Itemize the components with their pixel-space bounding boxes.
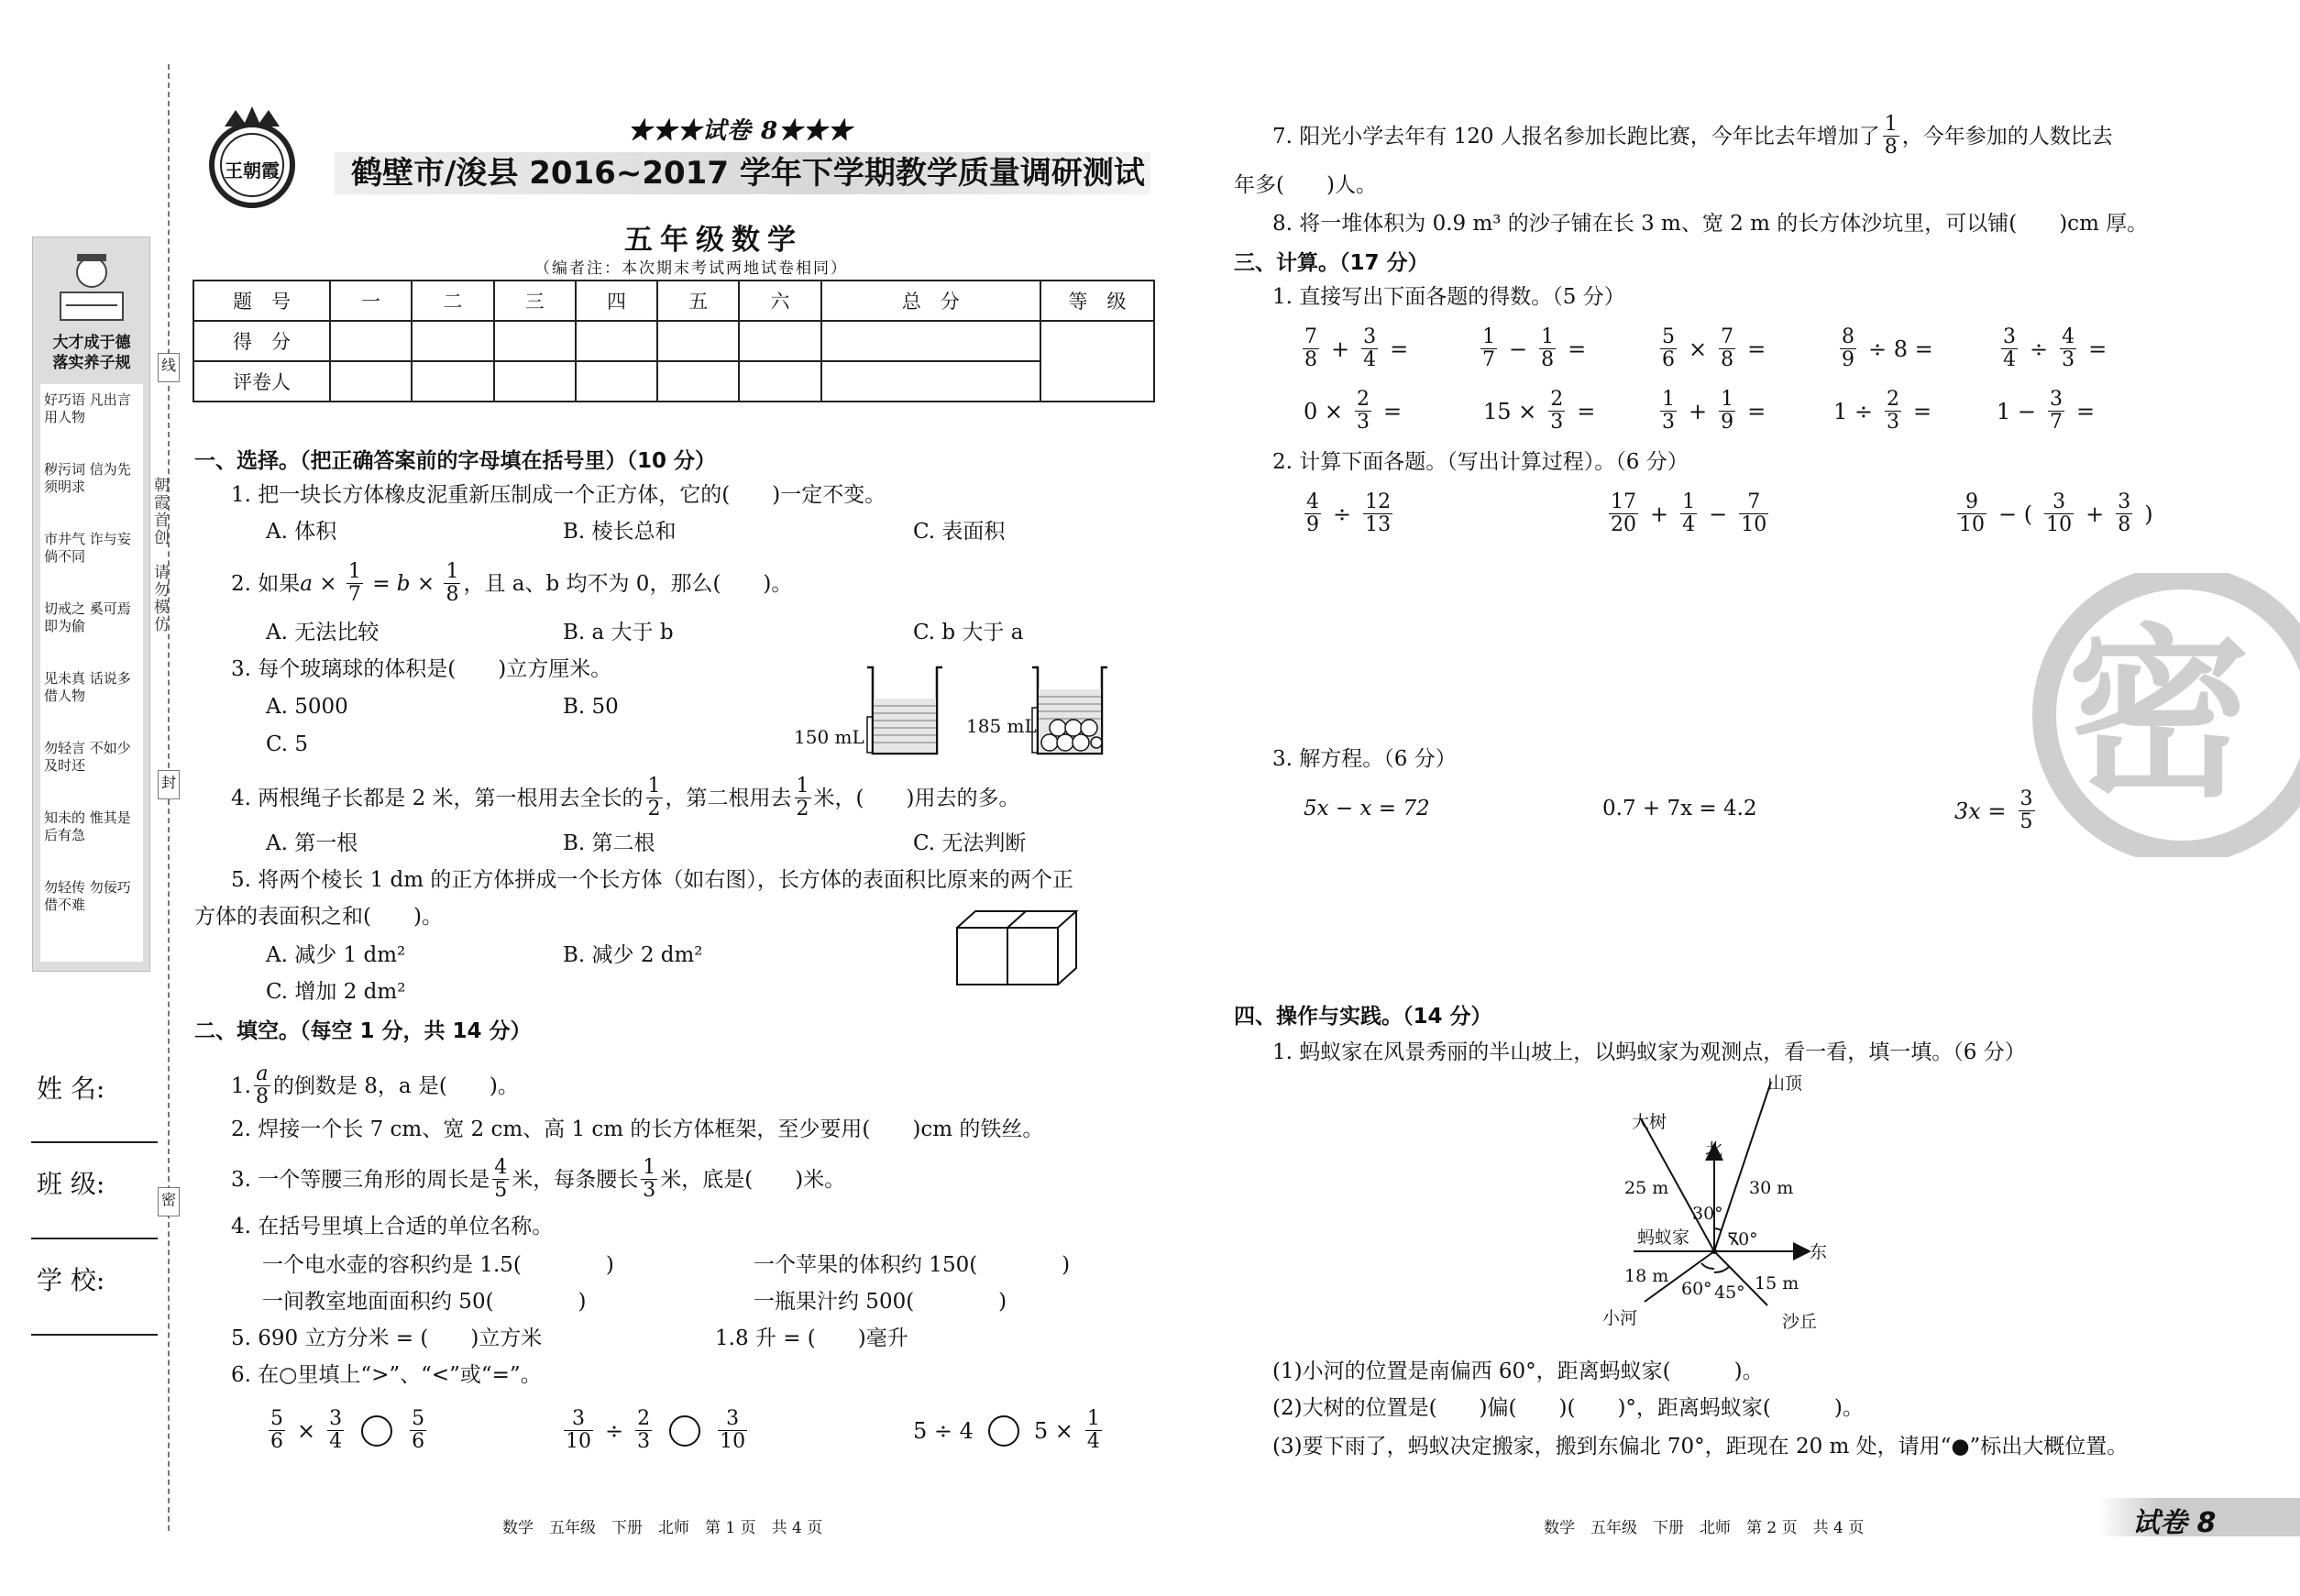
fill-4-4: 一瓶果汁约 500( )	[754, 1290, 1007, 1314]
compare-3-right: 5 ×	[1033, 1417, 1073, 1444]
fraction: $\frac{1}{4}$	[1682, 490, 1696, 536]
fraction: $\frac{17}{20}$	[1611, 490, 1636, 536]
fill-4: 4. 在括号里填上合适的单位名称。	[231, 1215, 554, 1238]
table-header: 等 级	[1040, 281, 1154, 321]
q3-option-c[interactable]: C. 5	[266, 732, 309, 756]
fraction-4-5: $\frac{4}{5}$	[494, 1156, 508, 1202]
equation-2: 0.7 + 7x = 4.2	[1602, 797, 1757, 820]
fraction-3-10: $\frac{3}{10}$	[720, 1407, 746, 1453]
fraction-1-8: $\frac{1}{8}$	[1884, 113, 1898, 159]
f1-tail: 的倒数是 8，a 是( )。	[272, 1073, 519, 1098]
motto-text	[44, 391, 139, 949]
table-header: 总 分	[821, 281, 1040, 321]
calc-1-6: 0 × $\frac{2}{3}$ =	[1304, 388, 1403, 434]
table-header: 五	[657, 281, 739, 321]
fraction: $\frac{4}{3}$	[2062, 325, 2075, 371]
practice-1-2: (2)大树的位置是( )偏( )( )°，距离蚂蚁家( )。	[1272, 1396, 1864, 1420]
map-home: 蚂蚁家	[1637, 1227, 1690, 1248]
fraction: $\frac{3}{4}$	[2003, 325, 2016, 371]
fraction-5-6: $\frac{5}{6}$	[270, 1407, 283, 1453]
map-angle-70: 70°	[1727, 1229, 1758, 1249]
fraction-5-6: $\frac{5}{6}$	[412, 1407, 425, 1453]
f3-text-c: 米，底是( )米。	[660, 1167, 846, 1192]
motto-line: 见未真 话说多 借人物	[44, 670, 131, 704]
section-1-title: 一、选择。（把正确答案前的字母填在括号里）（10 分）	[194, 449, 717, 473]
question-8: 8. 将一堆体积为 0.9 m³ 的沙子铺在长 3 m、宽 2 m 的长方体沙坑里，可以铺( )cm 厚。	[1272, 212, 2149, 236]
q2-prefix: 2. 如果	[231, 571, 301, 596]
fraction-3-10: $\frac{3}{10}$	[566, 1407, 591, 1453]
question-4	[231, 776, 1019, 820]
page-footer-left: 数学 五年级 下册 北师 第 1 页 共 4 页	[502, 1519, 823, 1537]
watermark-text: 密	[2067, 607, 2251, 822]
fraction: $\frac{4}{9}$	[1306, 490, 1319, 536]
table-header: 二	[412, 281, 493, 321]
map-angle-30: 30°	[1692, 1204, 1723, 1224]
compare-3	[913, 1408, 1105, 1453]
fraction-1-4: $\frac{1}{4}$	[1086, 1407, 1100, 1453]
q1-option-a[interactable]: A. 体积	[266, 520, 337, 544]
fill-5b: 1.8 升 = ( )毫升	[715, 1326, 908, 1350]
table-row-header: 得 分	[193, 321, 330, 361]
f3-text-b: 米，每条腰长	[512, 1167, 639, 1192]
grader-cell[interactable]	[657, 361, 739, 402]
motto-line: 知未的 惟其是 后有急	[44, 809, 131, 843]
score-cell[interactable]	[657, 321, 739, 361]
q4-text-a: 4. 两根绳子长都是 2 米，第一根用去全长的	[231, 786, 644, 810]
q2-option-c[interactable]: C. b 大于 a	[913, 621, 1024, 644]
calc-2-title: 2. 计算下面各题。（写出计算过程）。（6 分）	[1272, 450, 1689, 474]
map-angle-60: 60°	[1681, 1279, 1712, 1299]
fraction: $\frac{7}{8}$	[1304, 325, 1317, 371]
cut-mark-feng: 封	[158, 770, 180, 799]
q5-option-b[interactable]: B. 减少 2 dm²	[563, 943, 703, 967]
fraction-3-4: $\frac{3}{4}$	[329, 1407, 343, 1453]
calc-1-3: $\frac{5}{6}$ × $\frac{7}{8}$ =	[1662, 325, 1766, 371]
calc-1-1: $\frac{7}{8}$ + $\frac{3}{4}$ =	[1304, 325, 1409, 371]
q2-option-a[interactable]: A. 无法比较	[266, 621, 380, 644]
equation-1: 5x − x = 72	[1304, 797, 1430, 820]
compare-circle[interactable]	[988, 1415, 1019, 1447]
calc-1-7: 15 × $\frac{2}{3}$ =	[1483, 388, 1596, 434]
calc-2-1: $\frac{4}{9}$ ÷ $\frac{12}{13}$	[1306, 490, 1392, 536]
beaker-label-185: 185 mL	[966, 715, 1037, 737]
question-1: 1. 把一块长方体橡皮泥重新压制成一个正方体，它的( )一定不变。	[231, 483, 886, 507]
fill-3	[231, 1157, 845, 1202]
fraction-1-2: $\frac{1}{2}$	[796, 775, 809, 820]
grader-cell[interactable]	[576, 361, 657, 402]
fraction-2-3: $\frac{2}{3}$	[637, 1407, 651, 1453]
fraction: $\frac{12}{13}$	[1365, 490, 1392, 536]
cut-mark-xian: 线	[158, 353, 180, 382]
score-cell[interactable]	[330, 321, 412, 361]
calc-2-2: $\frac{17}{20}$ + $\frac{1}{4}$ − $\frac{7}{10}$	[1611, 490, 1767, 536]
question-3: 3. 每个玻璃球的体积是( )立方厘米。	[231, 657, 612, 681]
score-cell[interactable]	[412, 321, 493, 361]
fraction: $\frac{2}{3}$	[1887, 388, 1900, 434]
fraction: $\frac{1}{8}$	[1541, 325, 1555, 371]
fraction: $\frac{2}{3}$	[1357, 388, 1370, 434]
fraction: $\frac{5}{6}$	[1662, 325, 1675, 371]
fraction-1-7: $\frac{1}{7}$	[347, 560, 361, 606]
fraction: $\frac{9}{10}$	[1959, 490, 1985, 536]
fraction: $\frac{3}{10}$	[2046, 490, 2073, 536]
map-river: 小河	[1602, 1308, 1638, 1328]
logo-text: 王朝霞	[225, 160, 280, 182]
q5-option-a[interactable]: A. 减少 1 dm²	[266, 943, 406, 967]
q2-eq: = b ×	[365, 571, 442, 596]
q2-var-a: a	[300, 571, 313, 596]
equation-3	[1954, 788, 2038, 833]
motto-line: 市井气 诈与妄 倘不同	[44, 531, 131, 565]
fraction-1-8: $\frac{1}{8}$	[446, 560, 459, 606]
map-dist-mountain: 30 m	[1749, 1178, 1794, 1198]
motto: 大才成于德 落实养子规	[52, 334, 147, 372]
class-label: 班 级:	[37, 1169, 105, 1199]
fraction: $\frac{7}{10}$	[1741, 490, 1767, 536]
grade-cell[interactable]	[1040, 321, 1154, 402]
grader-cell[interactable]	[330, 361, 412, 402]
compare-3-left: 5 ÷ 4	[913, 1417, 974, 1444]
fraction: $\frac{1}{3}$	[1662, 388, 1675, 434]
fill-4-3: 一间教室地面面积约 50( )	[262, 1290, 587, 1314]
grader-cell[interactable]	[739, 361, 820, 402]
eq3-prefix: 3x =	[1954, 798, 2007, 824]
map-dist-dune: 15 m	[1755, 1273, 1799, 1293]
question-7	[1272, 114, 2113, 159]
calc-1-4: $\frac{8}{9}$ ÷ 8 =	[1842, 325, 1933, 371]
score-cell[interactable]	[576, 321, 657, 361]
practice-1: 1. 蚂蚁家在风景秀丽的半山坡上，以蚂蚁家为观测点，看一看，填一填。（6 分）	[1272, 1040, 2026, 1064]
fill-4-1: 一个电水壶的容积约是 1.5( )	[262, 1253, 614, 1277]
practice-1-3: (3)要下雨了，蚂蚁决定搬家，搬到东偏北 70°，距现在 20 m 处，请用“●”标出大概位置。	[1272, 1435, 2129, 1458]
editor-note: （编者注：本次期末考试两地试卷相同）	[534, 259, 848, 278]
fraction: $\frac{2}{3}$	[1550, 388, 1564, 434]
fraction-a-8: $\frac{a}{8}$	[255, 1062, 269, 1108]
table-header: 三	[494, 281, 576, 321]
practice-1-1: (1)小河的位置是南偏西 60°，距离蚂蚁家( )。	[1272, 1359, 1764, 1383]
q1-option-c[interactable]: C. 表面积	[913, 520, 1006, 544]
calc-3-title: 3. 解方程。（6 分）	[1272, 747, 1457, 771]
q4-option-c[interactable]: C. 无法判断	[913, 831, 1027, 855]
class-field[interactable]	[31, 1238, 158, 1239]
beaker-label-150: 150 mL	[794, 726, 864, 748]
map-mountain: 山顶	[1767, 1073, 1803, 1094]
compare-2: $\frac{3}{10}$ ÷ $\frac{2}{3}$ $\frac{3}{10}$	[566, 1407, 746, 1453]
section-4-title: 四、操作与实践。（14 分）	[1234, 1005, 1492, 1029]
map-north: 北	[1705, 1139, 1723, 1160]
vertical-note: 朝霞首创 请勿模仿	[150, 477, 169, 633]
calc-1-5: $\frac{3}{4}$ ÷ $\frac{4}{3}$ =	[2003, 325, 2107, 371]
question-7-line-2: 年多( )人。	[1234, 173, 1377, 197]
score-table	[193, 280, 1155, 402]
fill-4-2: 一个苹果的体积约 150( )	[754, 1253, 1071, 1277]
scholar-icon	[53, 245, 130, 329]
series-label: ★★★试卷 8★★★	[628, 117, 853, 145]
compare-1: $\frac{5}{6}$ × $\frac{3}{4}$ $\frac{5}{6}$	[270, 1407, 425, 1453]
calc-1-8: $\frac{1}{3}$ + $\frac{1}{9}$ =	[1662, 388, 1766, 434]
motto-panel	[32, 237, 150, 972]
header	[188, 101, 1160, 278]
q5-option-c[interactable]: C. 增加 2 dm²	[266, 980, 406, 1004]
q7-text-a: 7. 阳光小学去年有 120 人报名参加长跑比赛，今年比去年增加了	[1272, 124, 1880, 149]
map-angle-45: 45°	[1714, 1282, 1745, 1303]
q3-option-a[interactable]: A. 5000	[266, 695, 348, 719]
motto-line: 好巧语 凡出言 用人物	[44, 391, 131, 425]
motto-line: 勿轻传 勿佞巧 借不难	[44, 879, 131, 913]
school-label: 学 校:	[37, 1265, 105, 1295]
q1-option-b[interactable]: B. 棱长总和	[563, 520, 677, 544]
fill-1	[231, 1063, 519, 1108]
q4-text-b: ，第二根用去	[665, 786, 792, 810]
map-tree: 大树	[1632, 1112, 1667, 1132]
grader-cell[interactable]	[412, 361, 493, 402]
name-field[interactable]	[31, 1141, 158, 1143]
question-5-line-1: 5. 将两个棱长 1 dm 的正方体拼成一个长方体（如右图），长方体的表面积比原来的两个正	[231, 868, 1073, 892]
q3-option-b[interactable]: B. 50	[563, 695, 619, 719]
section-3-title: 三、计算。（17 分）	[1234, 251, 1429, 275]
fill-5a: 5. 690 立方分米 = ( )立方米	[231, 1326, 543, 1350]
q2-tail: ，且 a、b 均不为 0，那么( )。	[463, 571, 793, 596]
fraction: $\frac{3}{8}$	[2118, 490, 2131, 536]
fraction: $\frac{8}{9}$	[1842, 325, 1854, 371]
fraction-1-3: $\frac{1}{3}$	[643, 1156, 656, 1202]
fill-6: 6. 在○里填上“>”、“<”或“=”。	[231, 1363, 542, 1387]
f3-text-a: 3. 一个等腰三角形的周长是	[231, 1167, 490, 1192]
section-2-title: 二、填空。（每空 1 分，共 14 分）	[194, 1019, 532, 1043]
map-dist-river: 18 m	[1624, 1266, 1669, 1286]
q4-text-c: 米，( )用去的多。	[813, 786, 1020, 810]
fraction: $\frac{3}{7}$	[2050, 388, 2063, 434]
fraction: $\frac{1}{9}$	[1721, 388, 1734, 434]
q7-text-b: ，今年参加的人数比去	[1901, 124, 2113, 149]
q4-option-a[interactable]: A. 第一根	[266, 831, 358, 855]
calc-1-10: 1 − $\frac{3}{7}$ =	[1997, 388, 2096, 434]
calc-1-2: $\frac{1}{7}$ − $\frac{1}{8}$ =	[1482, 325, 1587, 371]
table-header: 四	[576, 281, 657, 321]
map-east: 东	[1810, 1242, 1828, 1262]
motto-line: 勿轻言 不如少 及时还	[44, 740, 131, 774]
school-field[interactable]	[31, 1334, 158, 1336]
compare-circle[interactable]	[669, 1415, 700, 1447]
calc-2-3: $\frac{9}{10}$ − ( $\frac{3}{10}$ + $\frac{3}{8}$ )	[1959, 490, 2153, 536]
fraction: $\frac{3}{4}$	[1363, 325, 1377, 371]
motto-line: 秽污词 信为先 须明求	[44, 461, 131, 495]
table-header: 题 号	[193, 281, 330, 321]
fraction: $\frac{7}{8}$	[1721, 325, 1734, 371]
question-5-line-2: 方体的表面积之和( )。	[194, 905, 443, 929]
cut-mark-mi: 密	[158, 1187, 180, 1216]
fraction: $\frac{1}{7}$	[1482, 325, 1495, 371]
q2-times: ×	[312, 571, 344, 596]
name-label: 姓 名:	[37, 1073, 105, 1104]
table-row-header: 评卷人	[193, 361, 330, 402]
subject-title: 五年级数学	[624, 224, 803, 257]
question-2	[231, 561, 792, 606]
score-cell[interactable]	[494, 321, 576, 361]
map-dist-tree: 25 m	[1624, 1178, 1669, 1198]
table-header: 一	[330, 281, 412, 321]
score-cell[interactable]	[821, 321, 1040, 361]
fraction-1-2: $\frac{1}{2}$	[647, 775, 661, 820]
calc-1-title: 1. 直接写出下面各题的得数。（5 分）	[1272, 285, 1625, 309]
fill-2: 2. 焊接一个长 7 cm、宽 2 cm、高 1 cm 的长方体框架，至少要用( )cm 的铁丝。	[231, 1117, 1044, 1141]
compare-circle[interactable]	[361, 1415, 392, 1447]
page-title: 鹤壁市/浚县 2016~2017 学年下学期教学质量调研测试	[351, 155, 1145, 192]
fraction-3-5: $\frac{3}{5}$	[2019, 787, 2033, 833]
cuboid-figure	[953, 908, 1091, 990]
page-footer-right: 数学 五年级 下册 北师 第 2 页 共 4 页	[1544, 1519, 1865, 1537]
map-dune: 沙丘	[1782, 1312, 1818, 1332]
q2-option-b[interactable]: B. a 大于 b	[563, 621, 674, 644]
table-header: 六	[739, 281, 820, 321]
motto-line: 切戒之 奚可焉 即为偷	[44, 600, 131, 634]
corner-label: 试卷 8	[2132, 1507, 2217, 1539]
left-margin	[0, 0, 183, 1596]
f1-prefix: 1.	[231, 1073, 251, 1098]
score-cell[interactable]	[739, 321, 820, 361]
calc-1-9: 1 ÷ $\frac{2}{3}$ =	[1833, 388, 1932, 434]
grader-cell[interactable]	[494, 361, 576, 402]
grader-cell[interactable]	[821, 361, 1040, 402]
q4-option-b[interactable]: B. 第二根	[563, 831, 655, 855]
